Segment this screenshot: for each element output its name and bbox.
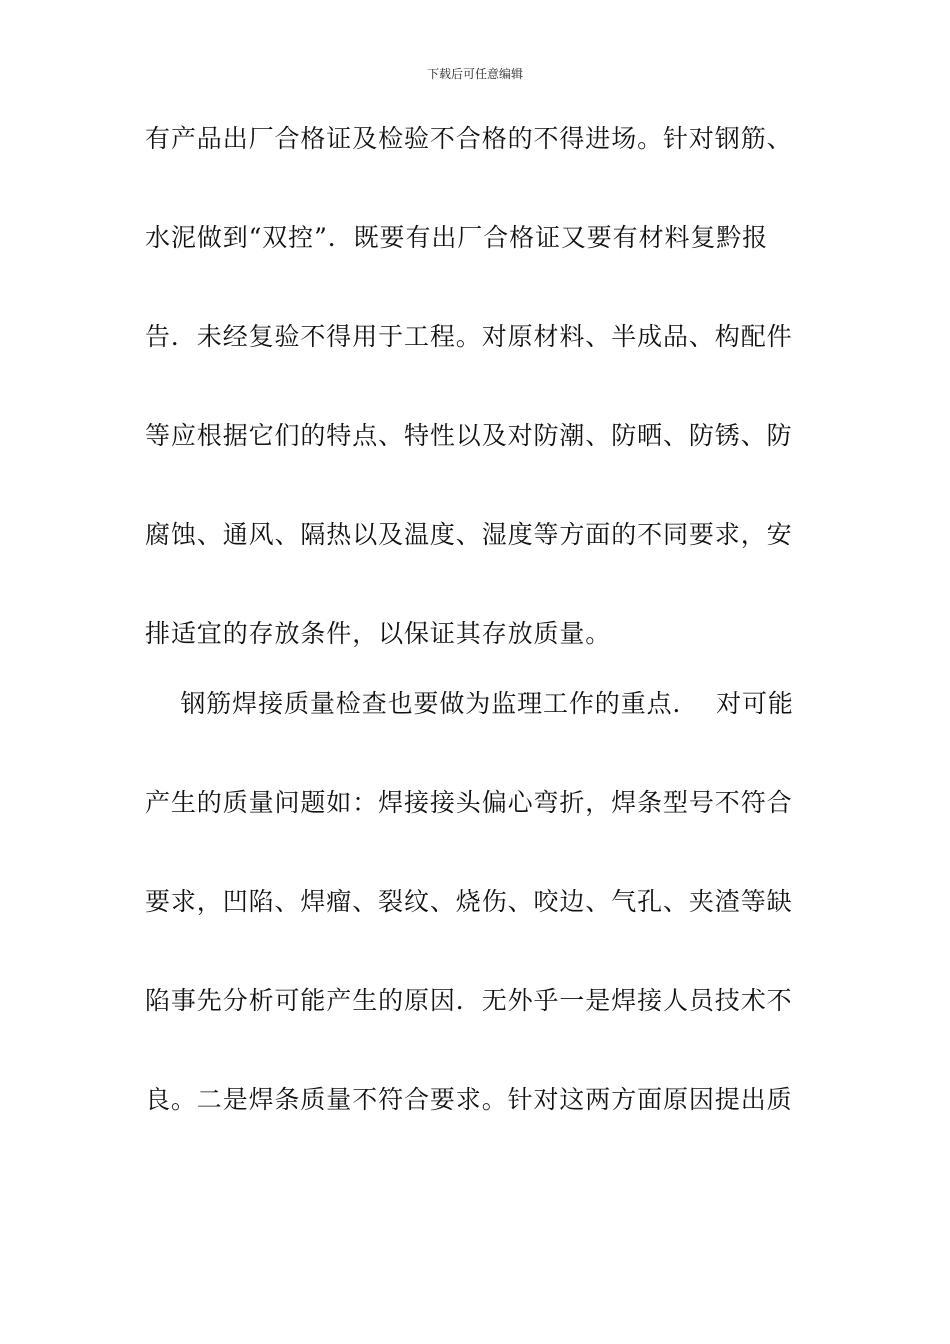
page-header: 下载后可任意编辑 — [426, 67, 523, 81]
document-body — [145, 122, 805, 1116]
text-line: 产生的质量问题如：焊接接头偏心弯折，焊条型号不符合 — [145, 788, 793, 817]
text-line: 陷事先分析可能产生的原因．无外乎一是焊接人员技术不 — [145, 986, 793, 1015]
text-line: 要求，凹陷、焊瘤、裂纹、烧伤、咬边、气孔、夹渣等缺 — [145, 887, 793, 916]
text-line: 排适宜的存放条件，以保证其存放质量。 — [145, 619, 612, 648]
text-line: 良。二是焊条质量不符合要求。针对这两方面原因提出质 — [145, 1085, 793, 1114]
text-line: 腐蚀、通风、隔热以及温度、湿度等方面的不同要求，安 — [145, 520, 793, 549]
text-line: 有产品出厂合格证及检验不合格的不得进场。针对钢筋、 — [145, 124, 793, 153]
text-line: 水泥做到“双控”．既要有出厂合格证又要有材料复黔报 — [145, 223, 769, 252]
text-line: 钢筋焊接质量检查也要做为监理工作的重点． 对可能 — [145, 689, 794, 718]
text-line: 告．未经复验不得用于工程。对原材料、半成品、构配件 — [145, 322, 793, 351]
text-line: 等应根据它们的特点、特性以及对防潮、防晒、防锈、防 — [145, 421, 793, 450]
paragraph — [145, 122, 805, 650]
paragraph — [145, 687, 805, 1116]
